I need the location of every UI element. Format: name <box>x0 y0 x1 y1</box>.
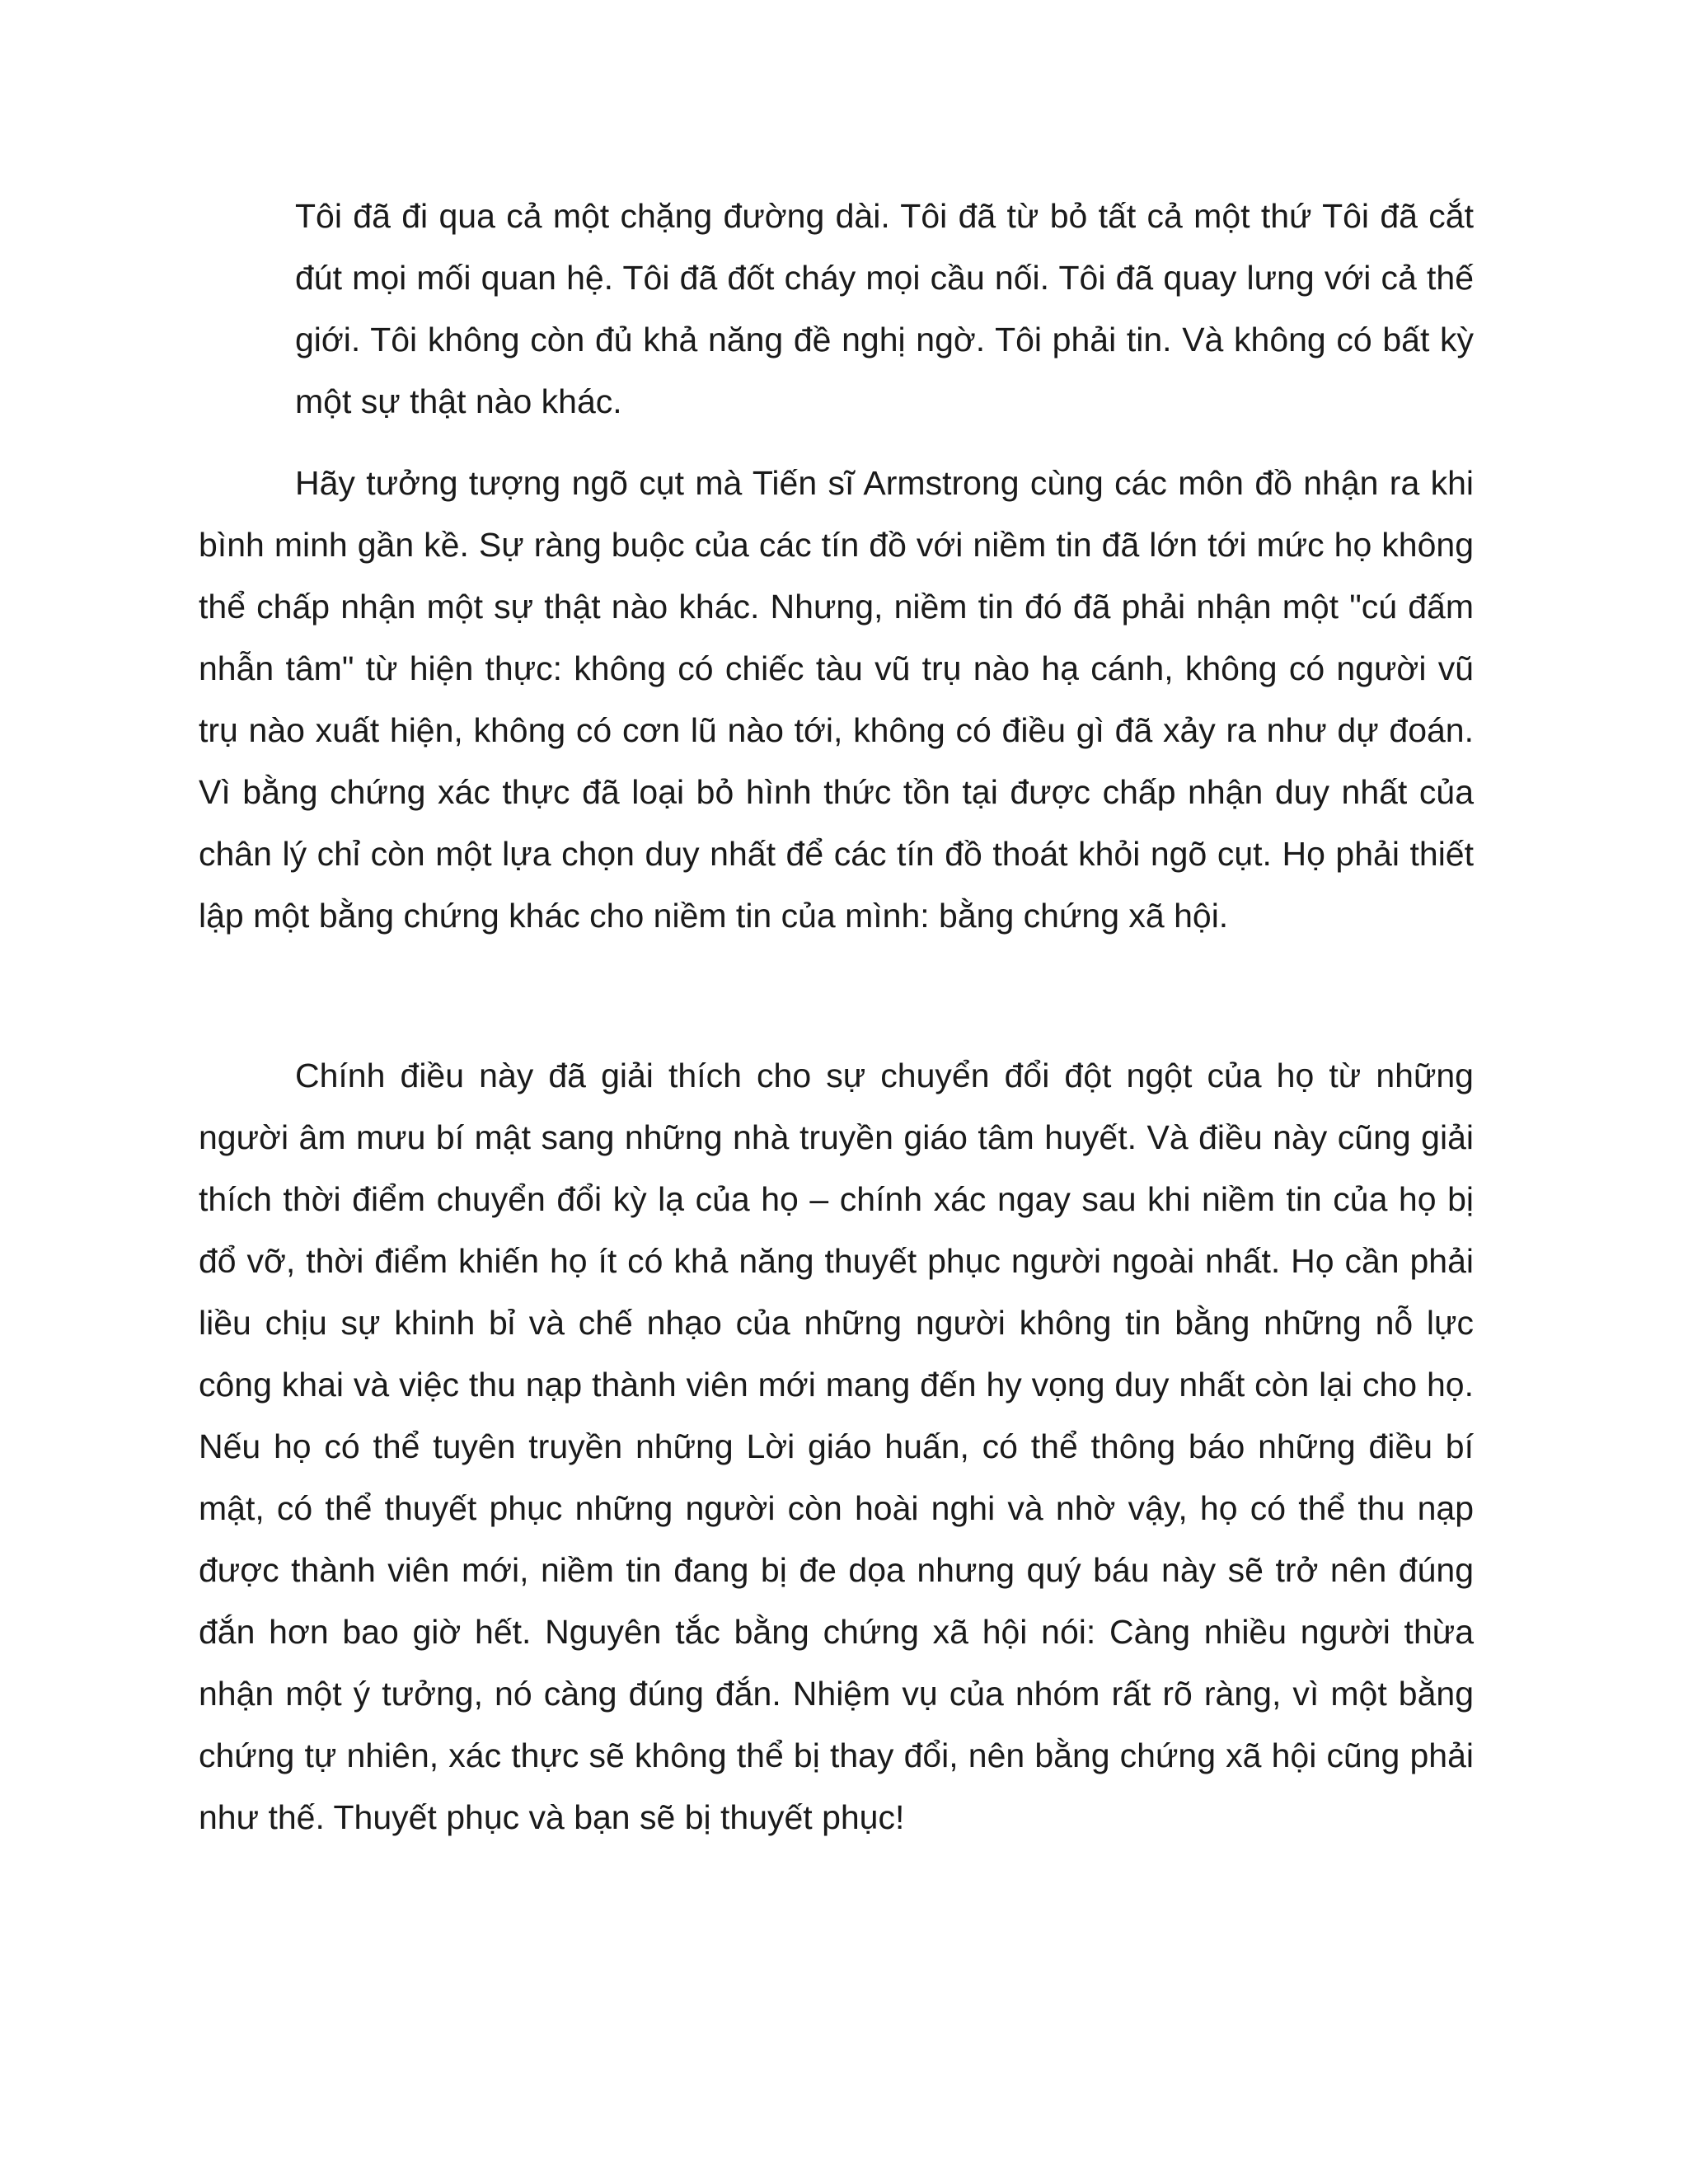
block-quote: Tôi đã đi qua cả một chặng đường dài. Tôi đã từ bỏ tất cả một thứ Tôi đã cắt đút mọi mối quan hệ. Tôi đã đốt cháy mọi cầu nối. Tôi đã quay lưng với cả thế giới. Tôi không còn đủ khả năng đề nghị ngờ. Tôi phải tin. Và không có bất kỳ một sự thật nào khác. <box>295 197 1474 420</box>
body-paragraph: Hãy tưởng tượng ngõ cụt mà Tiến sĩ Armstrong cùng các môn đồ nhận ra khi bình minh gần kề. Sự ràng buộc của các tín đồ với niềm tin đã lớn tới mức họ không thể chấp nhận một sự thật nào khác. Nhưng, niềm tin đó đã phải nhận một "cú đấm nhẫn tâm" từ hiện thực: không có chiếc tàu vũ trụ nào hạ cánh, không có người vũ trụ nào xuất hiện, không có cơn lũ nào tới, không có điều gì đã xảy ra như dự đoán. Vì bằng chứng xác thực đã loại bỏ hình thức tồn tại được chấp nhận duy nhất của chân lý chỉ còn một lựa chọn duy nhất để các tín đồ thoát khỏi ngõ cụt. Họ phải thiết lập một bằng chứng khác cho niềm tin của mình: bằng chứng xã hội. <box>199 464 1474 935</box>
body-paragraph: Chính điều này đã giải thích cho sự chuyển đổi đột ngột của họ từ những người âm mưu bí mật sang những nhà truyền giáo tâm huyết. Và điều này cũng giải thích thời điểm chuyển đổi kỳ lạ của họ – chính xác ngay sau khi niềm tin của họ bị đổ vỡ, thời điểm khiến họ ít có khả năng thuyết phục người ngoài nhất. Họ cần phải liều chịu sự khinh bỉ và chế nhạo của những người không tin bằng những nỗ lực công khai và việc thu nạp thành viên mới mang đến hy vọng duy nhất còn lại cho họ. Nếu họ có thể tuyên truyền những Lời giáo huấn, có thể thông báo những điều bí mật, có thể thuyết phục những người còn hoài nghi và nhờ vậy, họ có thể thu nạp được thành viên mới, niềm tin đang bị đe dọa nhưng quý báu này sẽ trở nên đúng đắn hơn bao giờ hết. Nguyên tắc bằng chứng xã hội nói: Càng nhiều người thừa nhận một ý tưởng, nó càng đúng đắn. Nhiệm vụ của nhóm rất rõ ràng, vì một bằng chứng tự nhiên, xác thực sẽ không thể bị thay đổi, nên bằng chứng xã hội cũng phải như thế. Thuyết phục và bạn sẽ bị thuyết phục! <box>199 1057 1474 1836</box>
